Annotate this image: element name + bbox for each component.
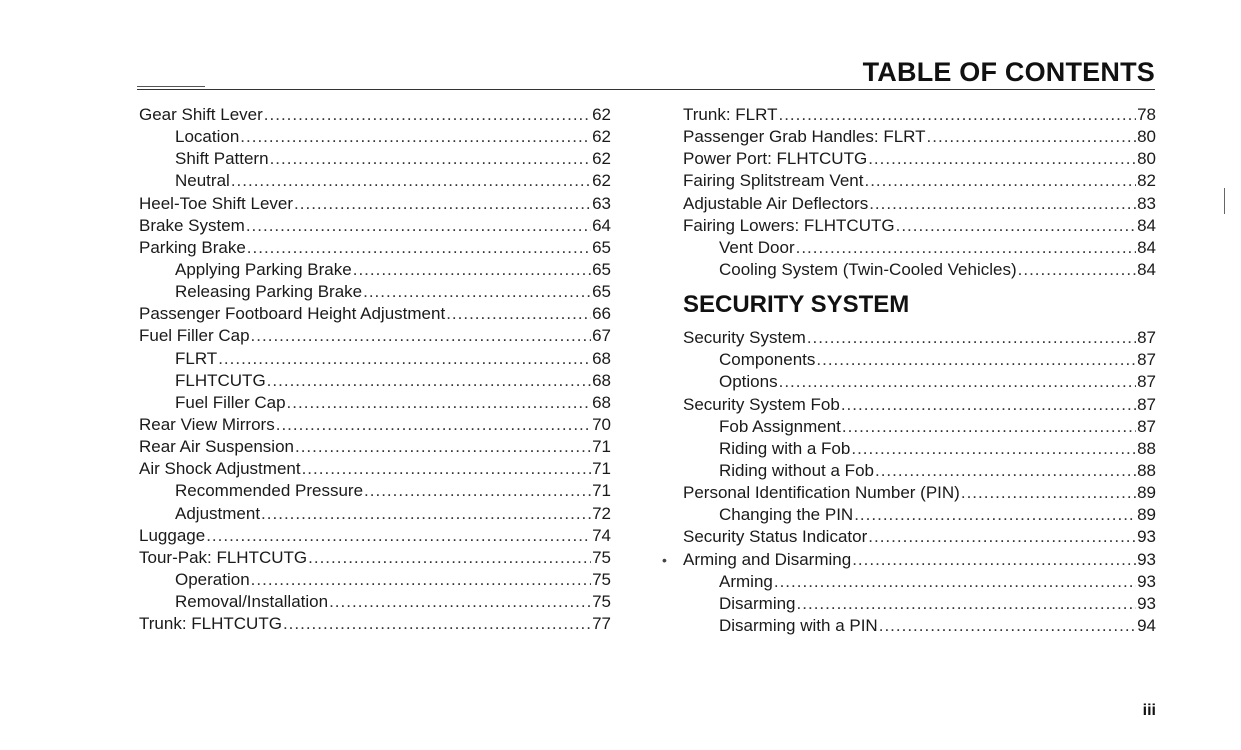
toc-entry-label: Disarming with a PIN (719, 615, 878, 635)
toc-subentry[interactable] (683, 615, 1156, 637)
toc-entry-page-number: 64 (592, 215, 611, 235)
toc-entry-page-number: 66 (592, 304, 611, 324)
dot-leader (852, 549, 1136, 571)
toc-left-column (139, 104, 611, 635)
dot-leader (251, 325, 592, 347)
toc-security-list (662, 327, 1156, 637)
toc-entry-label: Parking Brake (139, 237, 246, 257)
toc-entry-page-number: 65 (592, 282, 611, 302)
toc-entry[interactable] (683, 126, 1156, 148)
toc-entry-page-number: 71 (592, 459, 611, 479)
toc-entry[interactable] (139, 525, 611, 547)
dot-leader (875, 460, 1136, 482)
toc-entry-label: Changing the PIN (719, 505, 854, 525)
toc-entry-label: Neutral (175, 171, 230, 191)
toc-entry-page-number: 84 (1137, 215, 1156, 235)
toc-entry[interactable] (139, 303, 611, 325)
dot-leader (287, 392, 592, 414)
toc-subentry[interactable] (683, 237, 1156, 259)
toc-entry-label: FLRT (175, 348, 218, 368)
dot-leader (774, 571, 1136, 593)
toc-entry-label: Fairing Splitstream Vent (683, 171, 864, 191)
page-title: TABLE OF CONTENTS (862, 57, 1155, 87)
toc-entry-page-number: 87 (1137, 372, 1156, 392)
toc-entry-label: Trunk: FLHTCUTG (139, 614, 282, 634)
toc-subentry[interactable] (139, 259, 611, 281)
toc-entry-page-number: 88 (1137, 438, 1156, 458)
toc-entry[interactable] (139, 613, 611, 635)
dot-leader (270, 148, 592, 170)
dot-leader (842, 416, 1136, 438)
toc-entry-label: Disarming (719, 593, 796, 613)
dot-leader (294, 193, 591, 215)
toc-entry-label: Vent Door (719, 237, 795, 257)
toc-entry[interactable] (683, 170, 1156, 192)
toc-subentry[interactable] (683, 349, 1156, 371)
toc-entry-page-number: 65 (592, 237, 611, 257)
header-tick-rule (137, 86, 205, 87)
toc-entry-page-number: 87 (1137, 416, 1156, 436)
toc-entry-label: Riding with a Fob (719, 438, 851, 458)
dot-leader (308, 547, 591, 569)
toc-entry-page-number: 68 (592, 392, 611, 412)
dot-leader (868, 148, 1136, 170)
dot-leader (896, 215, 1136, 237)
toc-entry-label: Passenger Grab Handles: FLRT (683, 127, 926, 147)
toc-subentry[interactable] (139, 370, 611, 392)
toc-subentry[interactable] (683, 416, 1156, 438)
dot-leader (363, 281, 591, 303)
toc-subentry[interactable] (139, 392, 611, 414)
dot-leader (869, 193, 1136, 215)
toc-subentry[interactable] (139, 591, 611, 613)
toc-entry[interactable] (139, 458, 611, 480)
toc-subentry[interactable] (139, 480, 611, 502)
dot-leader (851, 438, 1136, 460)
toc-entry[interactable] (139, 193, 611, 215)
toc-right-column (662, 104, 1156, 637)
toc-subentry[interactable] (683, 460, 1156, 482)
toc-entry-label: Applying Parking Brake (175, 259, 352, 279)
dot-leader (283, 613, 591, 635)
toc-entry[interactable] (683, 482, 1156, 504)
toc-entry-label: Tour-Pak: FLHTCUTG (139, 547, 308, 567)
toc-entry-label: Components (719, 350, 816, 370)
toc-entry-page-number: 88 (1137, 460, 1156, 480)
toc-entry-label: Air Shock Adjustment (139, 459, 301, 479)
toc-entry-label: Riding without a Fob (719, 460, 874, 480)
toc-entry[interactable] (683, 148, 1156, 170)
dot-leader (206, 525, 591, 547)
toc-entry-page-number: 89 (1137, 483, 1156, 503)
toc-entry-label: Fuel Filler Cap (175, 392, 286, 412)
toc-entry-label: Releasing Parking Brake (175, 282, 363, 302)
toc-entry-label: Personal Identification Number (PIN) (683, 483, 960, 503)
toc-entry-label: Adjustable Air Deflectors (683, 193, 869, 213)
toc-entry-page-number: 80 (1137, 127, 1156, 147)
toc-entry-page-number: 77 (592, 614, 611, 634)
dot-leader (868, 526, 1136, 548)
dot-leader (329, 591, 591, 613)
toc-entry[interactable] (139, 414, 611, 436)
toc-entry-label: Passenger Footboard Height Adjustment (139, 304, 446, 324)
toc-entry[interactable] (683, 193, 1156, 215)
dot-leader (295, 436, 591, 458)
toc-entry-page-number: 68 (592, 370, 611, 390)
toc-entry[interactable] (683, 104, 1156, 126)
dot-leader (231, 170, 591, 192)
toc-entry-label: Security System Fob (683, 394, 840, 414)
toc-entry-page-number: 84 (1137, 237, 1156, 257)
toc-entry-label: Options (719, 372, 778, 392)
toc-entry-label: Fairing Lowers: FLHTCUTG (683, 215, 895, 235)
toc-entry-page-number: 83 (1137, 193, 1156, 213)
toc-entry[interactable] (139, 547, 611, 569)
dot-leader (267, 370, 591, 392)
toc-entry-page-number: 93 (1137, 527, 1156, 547)
toc-entry-page-number: 71 (592, 481, 611, 501)
toc-entry-page-number: 84 (1137, 259, 1156, 279)
toc-subentry[interactable] (139, 348, 611, 370)
toc-entry-label: Fob Assignment (719, 416, 841, 436)
toc-entry-label: Trunk: FLRT (683, 105, 778, 124)
toc-entry-label: Gear Shift Lever (139, 105, 263, 124)
toc-entry-label: Power Port: FLHTCUTG (683, 149, 868, 169)
toc-entry-page-number: 93 (1137, 571, 1156, 591)
dot-leader (841, 394, 1136, 416)
toc-entry-page-number: 82 (1137, 171, 1156, 191)
toc-entry-page-number: 62 (592, 105, 611, 124)
dot-leader (1018, 259, 1136, 281)
bullet-marker: • (662, 551, 667, 568)
toc-entry[interactable] (139, 215, 611, 237)
toc-entry-page-number: 67 (592, 326, 611, 346)
dot-leader (961, 482, 1136, 504)
toc-subentry[interactable] (683, 259, 1156, 281)
dot-leader (807, 327, 1136, 349)
page-number: iii (1142, 702, 1156, 719)
toc-subentry[interactable] (139, 281, 611, 303)
toc-entry-label: Shift Pattern (175, 149, 269, 169)
toc-subentry[interactable] (139, 126, 611, 148)
toc-entry-label: Cooling System (Twin-Cooled Vehicles) (719, 259, 1017, 279)
dot-leader (276, 414, 591, 436)
dot-leader (364, 480, 591, 502)
dot-leader (779, 371, 1136, 393)
toc-entry-page-number: 78 (1137, 105, 1156, 124)
toc-right-top-list (683, 104, 1156, 281)
toc-entry[interactable] (139, 325, 611, 347)
header-rule (137, 89, 1155, 90)
toc-entry-page-number: 62 (592, 127, 611, 147)
toc-entry-page-number: 87 (1137, 328, 1156, 348)
toc-entry-label: Arming and Disarming (683, 549, 852, 569)
toc-entry-page-number: 71 (592, 437, 611, 457)
dot-leader (816, 349, 1136, 371)
dot-leader (778, 104, 1136, 126)
toc-entry-page-number: 87 (1137, 394, 1156, 414)
toc-entry-page-number: 75 (592, 569, 611, 589)
toc-entry-page-number: 65 (592, 259, 611, 279)
toc-entry-label: Fuel Filler Cap (139, 326, 250, 346)
toc-entry-page-number: 70 (592, 414, 611, 434)
toc-entry-label: Security Status Indicator (683, 527, 868, 547)
dot-leader (302, 458, 592, 480)
section-heading-security-system: SECURITY SYSTEM (683, 291, 910, 319)
toc-entry-page-number: 68 (592, 348, 611, 368)
toc-subentry[interactable] (139, 503, 611, 525)
toc-entry-label: FLHTCUTG (175, 370, 266, 390)
dot-leader (796, 237, 1136, 259)
toc-subentry[interactable] (683, 371, 1156, 393)
toc-entry-page-number: 63 (592, 193, 611, 213)
dot-leader (261, 503, 591, 525)
toc-entry-label: Luggage (139, 525, 206, 545)
toc-entry[interactable] (683, 526, 1156, 548)
toc-entry-page-number: 62 (592, 171, 611, 191)
toc-entry[interactable] (139, 237, 611, 259)
dot-leader (246, 215, 591, 237)
toc-entry-label: Adjustment (175, 503, 261, 523)
toc-entry-label: Rear View Mirrors (139, 414, 275, 434)
dot-leader (264, 104, 591, 126)
toc-subentry[interactable] (683, 504, 1156, 526)
toc-entry[interactable] (662, 549, 1156, 571)
toc-entry-label: Brake System (139, 215, 245, 235)
toc-subentry[interactable] (683, 593, 1156, 615)
toc-entry-label: Heel-Toe Shift Lever (139, 193, 294, 213)
dot-leader (218, 348, 591, 370)
toc-entry-page-number: 89 (1137, 505, 1156, 525)
toc-entry[interactable] (683, 215, 1156, 237)
toc-entry-page-number: 87 (1137, 350, 1156, 370)
dot-leader (251, 569, 591, 591)
toc-entry-page-number: 62 (592, 149, 611, 169)
toc-entry-label: Operation (175, 569, 250, 589)
dot-leader (353, 259, 591, 281)
dot-leader (854, 504, 1136, 526)
toc-entry-label: Removal/Installation (175, 592, 329, 612)
toc-subentry[interactable] (139, 148, 611, 170)
dot-leader (247, 237, 591, 259)
toc-entry-label: Location (175, 127, 240, 147)
dot-leader (240, 126, 591, 148)
toc-entry-page-number: 80 (1137, 149, 1156, 169)
toc-entry[interactable] (683, 327, 1156, 349)
dot-leader (797, 593, 1137, 615)
dot-leader (879, 615, 1136, 637)
toc-entry-page-number: 75 (592, 592, 611, 612)
toc-entry-page-number: 94 (1137, 615, 1156, 635)
toc-entry-page-number: 93 (1137, 593, 1156, 613)
toc-entry-label: Security System (683, 328, 806, 348)
toc-entry-page-number: 75 (592, 547, 611, 567)
toc-entry[interactable] (139, 104, 611, 126)
toc-subentry[interactable] (139, 569, 611, 591)
dot-leader (446, 303, 591, 325)
dot-leader (927, 126, 1137, 148)
toc-entry[interactable] (139, 436, 611, 458)
toc-entry-label: Recommended Pressure (175, 481, 364, 501)
toc-entry[interactable] (683, 394, 1156, 416)
toc-entry-label: Arming (719, 571, 773, 591)
toc-entry-page-number: 74 (592, 525, 611, 545)
toc-entry-page-number: 93 (1137, 549, 1156, 569)
toc-subentry[interactable] (683, 438, 1156, 460)
toc-entry-page-number: 72 (592, 503, 611, 523)
toc-entry-label: Rear Air Suspension (139, 437, 294, 457)
toc-subentry[interactable] (683, 571, 1156, 593)
toc-subentry[interactable] (139, 170, 611, 192)
margin-mark (1224, 188, 1225, 214)
dot-leader (864, 170, 1136, 192)
